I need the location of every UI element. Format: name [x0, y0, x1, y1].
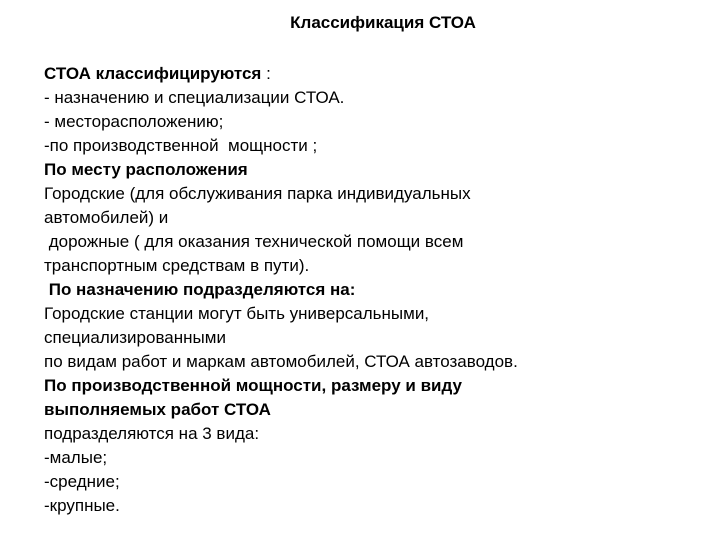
- section-heading-capacity: По производственной мощности, размеру и виду: [44, 376, 462, 395]
- text-line: специализированными: [44, 328, 226, 347]
- list-item-large: -крупные.: [44, 496, 120, 515]
- list-item-small: -малые;: [44, 448, 108, 467]
- section-heading-location: По месту расположения: [44, 160, 248, 179]
- text-line: подразделяются на 3 вида:: [44, 424, 260, 443]
- text-line: транспортным средствам в пути).: [44, 256, 310, 275]
- section-heading-capacity-cont: выполняемых работ СТОА: [44, 400, 271, 419]
- slide-title: Классификация СТОА: [290, 13, 476, 32]
- text-line: - назначению и специализации СТОА.: [44, 88, 345, 107]
- text-line: Городские станции могут быть универсальными,: [44, 304, 430, 323]
- text-line: автомобилей) и: [44, 208, 169, 227]
- intro-bold-text: СТОА классифицируются: [44, 64, 262, 83]
- list-item-medium: -средние;: [44, 472, 120, 491]
- section-heading-purpose: По назначению подразделяются на:: [44, 280, 356, 299]
- text-line: дорожные ( для оказания технической помощи всем: [44, 232, 464, 251]
- slide-body: [44, 62, 684, 518]
- text-line: -по производственной мощности ;: [44, 136, 318, 155]
- intro-line: [44, 62, 684, 86]
- text-line: по видам работ и маркам автомобилей, СТОА автозаводов.: [44, 352, 518, 371]
- text-line: Городские (для обслуживания парка индивидуальных: [44, 184, 471, 203]
- text-line: - месторасположению;: [44, 112, 224, 131]
- intro-rest-text: :: [261, 64, 271, 83]
